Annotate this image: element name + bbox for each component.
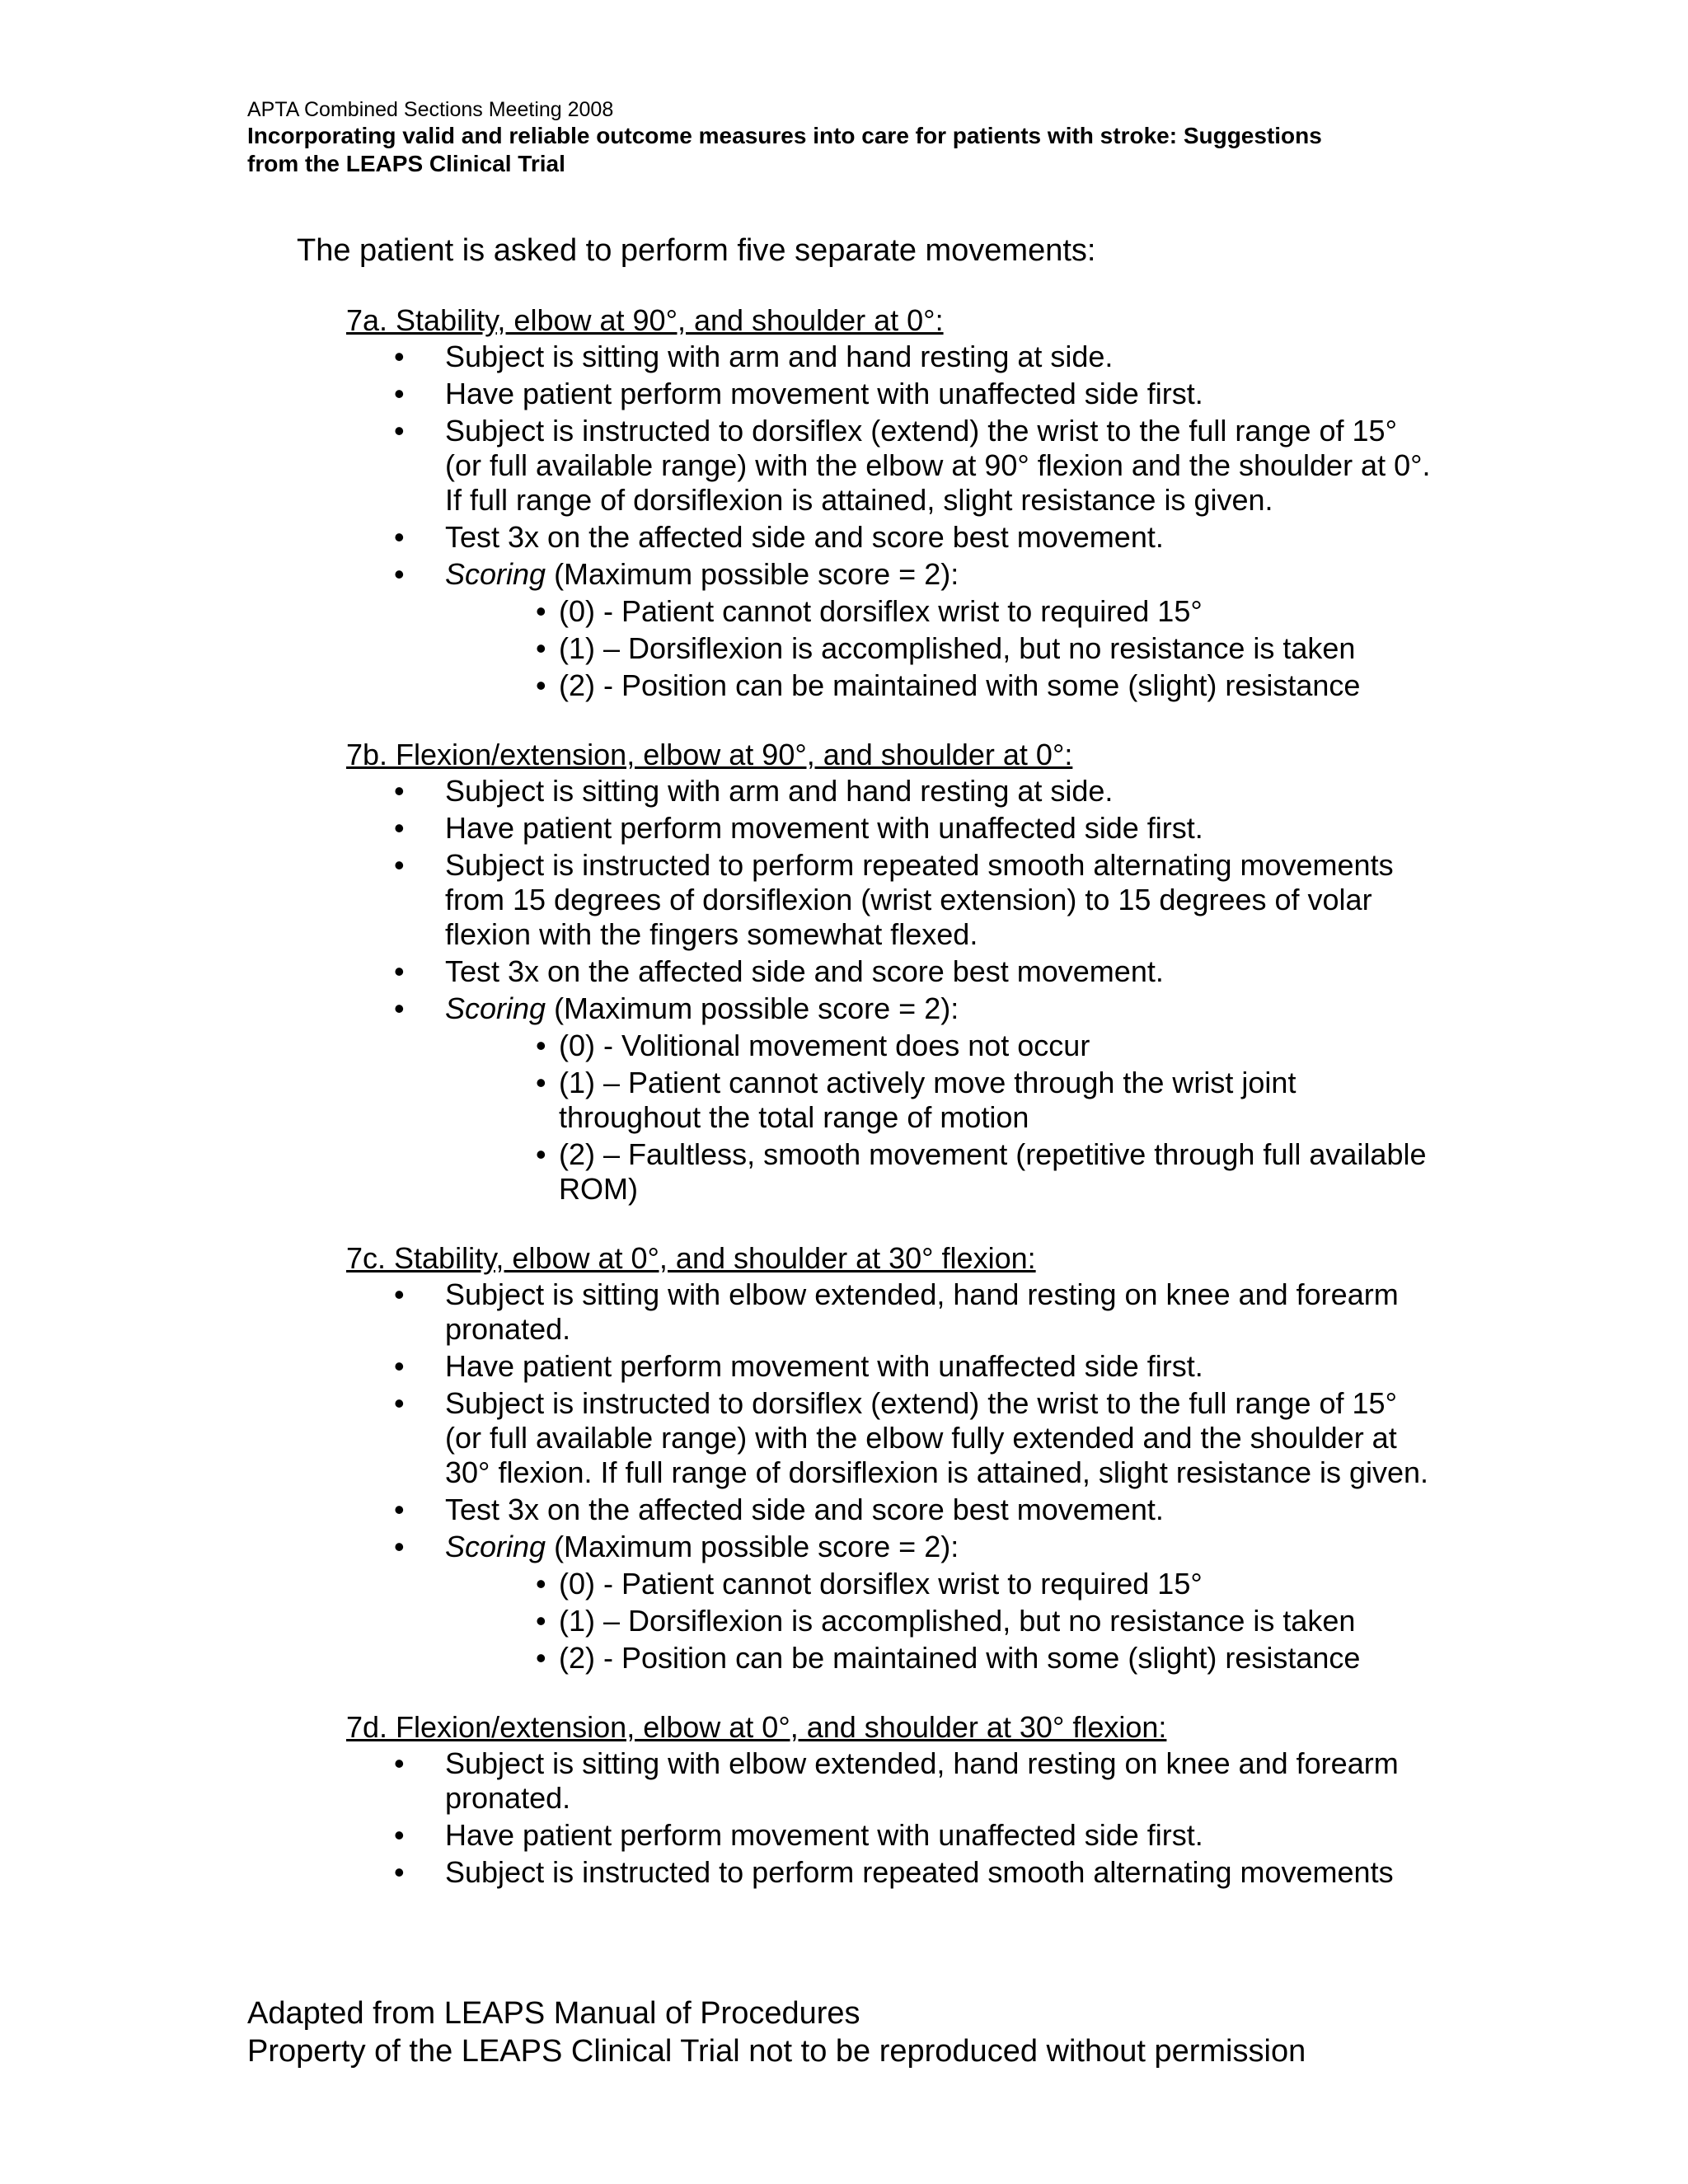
score-text: (2) – Faultless, smooth movement (repetitive through full available ROM) [559, 1137, 1427, 1206]
instruction-item [346, 377, 1434, 411]
instruction-list [346, 1277, 1434, 1564]
section-heading: 7b. Flexion/extension, elbow at 90°, and shoulder at 0°: [346, 738, 1073, 771]
bullet-icon: • [394, 1530, 405, 1563]
scoring-description: (Maximum possible score = 2): [546, 991, 959, 1025]
bullet-icon: • [536, 1641, 546, 1675]
instruction-item [346, 1818, 1434, 1853]
scoring-description: (Maximum possible score = 2): [546, 1530, 959, 1563]
intro-text: The patient is asked to perform five separate movements: [297, 233, 1096, 268]
bullet-icon: • [536, 631, 546, 665]
instruction-item [346, 774, 1434, 808]
section-heading: 7a. Stability, elbow at 90°, and shoulder at 0°: [346, 303, 944, 337]
bullet-icon: • [394, 1349, 405, 1383]
scoring-description: (Maximum possible score = 2): [546, 557, 959, 591]
instruction-item [346, 954, 1434, 989]
bullet-icon: • [394, 414, 405, 448]
bullet-icon: • [394, 557, 405, 591]
bullet-icon: • [394, 991, 405, 1025]
section-heading: 7d. Flexion/extension, elbow at 0°, and shoulder at 30° flexion: [346, 1710, 1167, 1744]
instruction-item [346, 1746, 1434, 1816]
bullet-icon: • [536, 594, 546, 628]
score-item [346, 668, 1434, 703]
footer-line-2: Property of the LEAPS Clinical Trial not to be reproduced without permission [247, 2034, 1306, 2069]
instruction-text: Test 3x on the affected side and score best movement. [445, 1493, 1164, 1526]
bullet-icon: • [394, 1746, 405, 1780]
instruction-text: Subject is sitting with elbow extended, hand resting on knee and forearm pronated. [445, 1746, 1399, 1815]
instruction-list [346, 1746, 1434, 1890]
instruction-item [346, 1855, 1434, 1890]
instruction-text: Subject is sitting with arm and hand resting at side. [445, 774, 1114, 808]
instruction-text: Have patient perform movement with unaffected side first. [445, 811, 1203, 845]
movement-section [346, 1241, 1434, 1675]
score-text: (2) - Position can be maintained with some (slight) resistance [559, 1641, 1361, 1675]
score-list [346, 1029, 1434, 1207]
bullet-icon: • [394, 1277, 405, 1311]
score-item [346, 1029, 1434, 1063]
score-item [346, 1567, 1434, 1601]
movement-sections [346, 303, 1434, 1924]
scoring-label: Scoring [445, 557, 546, 591]
scoring-item [346, 557, 1434, 592]
bullet-icon: • [536, 668, 546, 702]
instruction-text: Subject is instructed to dorsiflex (extend) the wrist to the full range of 15° (or full available range) with the elbow fully extended and the shoulder at 30° flexion. If full range of dorsiflexion is attained, slight resistance is given. [445, 1386, 1429, 1489]
instruction-text: Subject is instructed to dorsiflex (extend) the wrist to the full range of 15° (or full available range) with the elbow at 90° flexion and the shoulder at 0°. If full range of dorsiflexion is attained, slight resistance is given. [445, 414, 1431, 517]
bullet-icon: • [536, 1604, 546, 1638]
bullet-icon: • [394, 520, 405, 554]
instruction-list [346, 340, 1434, 592]
instruction-text: Have patient perform movement with unaffected side first. [445, 377, 1203, 410]
score-item [346, 1641, 1434, 1675]
scoring-label: Scoring [445, 991, 546, 1025]
bullet-icon: • [536, 1066, 546, 1099]
bullet-icon: • [394, 774, 405, 808]
score-text: (0) - Volitional movement does not occur [559, 1029, 1090, 1062]
bullet-icon: • [394, 1493, 405, 1526]
instruction-item [346, 1493, 1434, 1527]
score-list [346, 594, 1434, 703]
instruction-item [346, 520, 1434, 555]
instruction-item [346, 848, 1434, 952]
bullet-icon: • [394, 1855, 405, 1889]
document-title-line-2: from the LEAPS Clinical Trial [247, 151, 565, 176]
instruction-text: Subject is instructed to perform repeated smooth alternating movements from 15 degrees of dorsiflexion (wrist extension) to 15 degrees of volar flexion with the fingers somewhat flexed. [445, 848, 1394, 951]
instruction-text: Subject is sitting with elbow extended, hand resting on knee and forearm pronated. [445, 1277, 1399, 1346]
bullet-icon: • [394, 954, 405, 988]
bullet-icon: • [394, 1818, 405, 1852]
bullet-icon: • [536, 1567, 546, 1601]
score-text: (2) - Position can be maintained with some (slight) resistance [559, 668, 1361, 702]
bullet-icon: • [536, 1029, 546, 1062]
scoring-label: Scoring [445, 1530, 546, 1563]
scoring-item [346, 991, 1434, 1026]
movement-section [346, 303, 1434, 703]
bullet-icon: • [394, 1386, 405, 1420]
page-header [247, 97, 1451, 178]
score-item [346, 1604, 1434, 1638]
instruction-text: Test 3x on the affected side and score best movement. [445, 520, 1164, 554]
bullet-icon: • [536, 1137, 546, 1171]
bullet-icon: • [394, 340, 405, 373]
page-footer [247, 1994, 1306, 2070]
score-item [346, 1066, 1434, 1135]
score-item [346, 1137, 1434, 1207]
bullet-icon: • [394, 377, 405, 410]
scoring-item [346, 1530, 1434, 1564]
instruction-item [346, 1349, 1434, 1384]
score-item [346, 594, 1434, 629]
instruction-item [346, 340, 1434, 374]
document-title [247, 122, 1451, 178]
score-text: (0) - Patient cannot dorsiflex wrist to required 15° [559, 1567, 1203, 1601]
instruction-item [346, 414, 1434, 518]
instruction-text: Subject is instructed to perform repeated smooth alternating movements [445, 1855, 1394, 1889]
instruction-item [346, 1386, 1434, 1490]
instruction-text: Test 3x on the affected side and score best movement. [445, 954, 1164, 988]
instruction-text: Subject is sitting with arm and hand resting at side. [445, 340, 1114, 373]
score-text: (1) – Dorsiflexion is accomplished, but no resistance is taken [559, 631, 1356, 665]
movement-section [346, 1710, 1434, 1890]
score-text: (1) – Dorsiflexion is accomplished, but no resistance is taken [559, 1604, 1356, 1638]
meeting-name: APTA Combined Sections Meeting 2008 [247, 98, 614, 121]
movement-section [346, 738, 1434, 1207]
instruction-item [346, 811, 1434, 846]
score-list [346, 1567, 1434, 1675]
instruction-list [346, 774, 1434, 1026]
bullet-icon: • [394, 848, 405, 882]
instruction-item [346, 1277, 1434, 1347]
instruction-text: Have patient perform movement with unaffected side first. [445, 1818, 1203, 1852]
score-text: (1) – Patient cannot actively move through the wrist joint throughout the total range of motion [559, 1066, 1296, 1134]
instruction-text: Have patient perform movement with unaffected side first. [445, 1349, 1203, 1383]
footer-line-1: Adapted from LEAPS Manual of Procedures [247, 1996, 860, 2031]
document-title-line-1: Incorporating valid and reliable outcome measures into care for patients with stroke: Suggestions [247, 123, 1322, 148]
section-heading: 7c. Stability, elbow at 0°, and shoulder at 30° flexion: [346, 1241, 1036, 1275]
score-text: (0) - Patient cannot dorsiflex wrist to required 15° [559, 594, 1203, 628]
score-item [346, 631, 1434, 666]
bullet-icon: • [394, 811, 405, 845]
